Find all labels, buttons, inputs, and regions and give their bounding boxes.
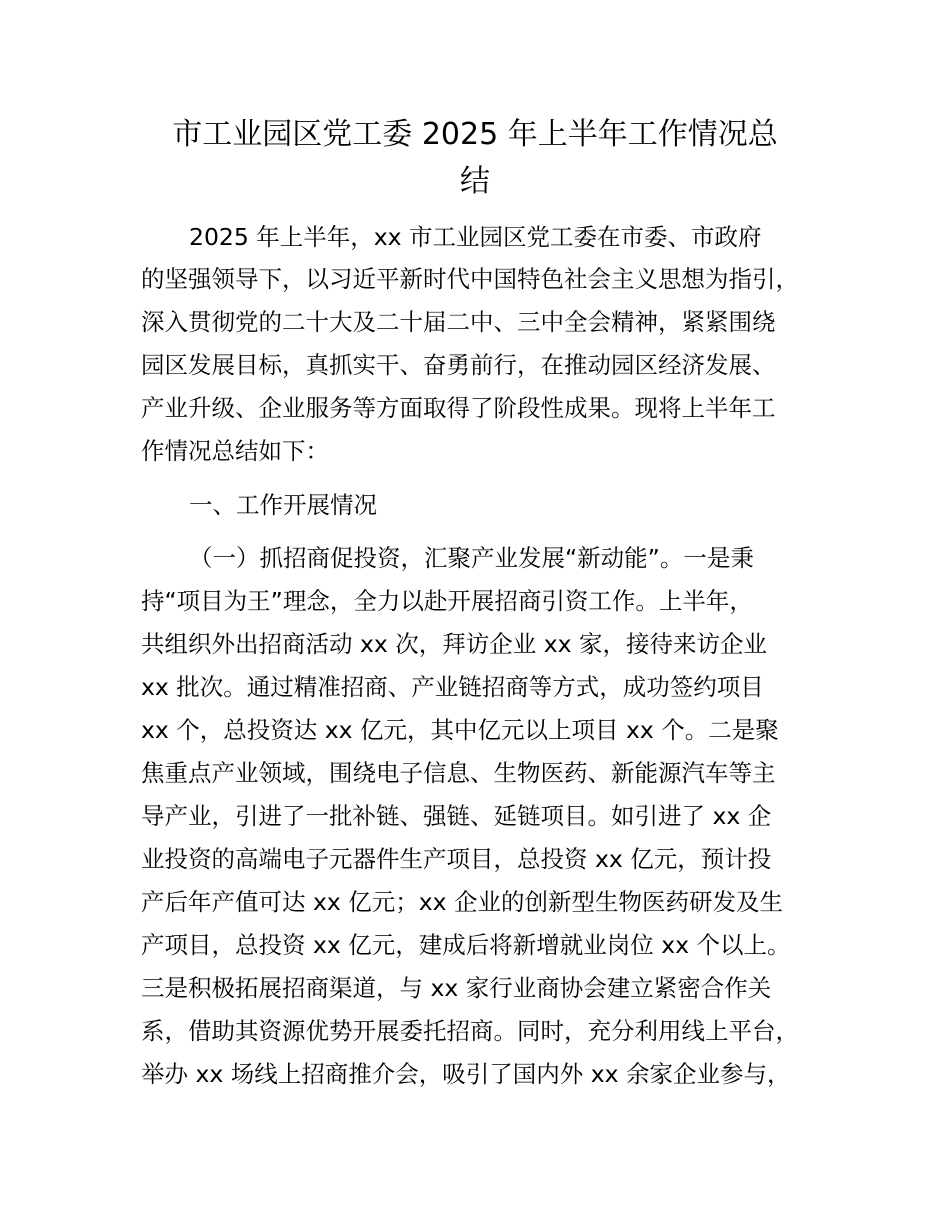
paragraph-2-line-3: 共组织外出招商活动 xx 次，拜访企业 xx 家，接待来访企业 (141, 630, 768, 658)
paragraph-2-line-7: 导产业，引进了一批补链、强链、延链项目。如引进了 xx 企 (141, 802, 772, 830)
paragraph-2-line-12: 系，借助其资源优势开展委托招商。同时，充分利用线上平台， (141, 1017, 799, 1045)
paragraph-1-line-5: 产业升级、企业服务等方面取得了阶段性成果。现将上半年工 (141, 394, 776, 422)
paragraph-2-line-9: 产后年产值可达 xx 亿元；xx 企业的创新型生物医药研发及生 (141, 888, 784, 916)
section-heading-1: 一、工作开展情况 (189, 491, 377, 519)
document-title-line-2: 结 (460, 164, 490, 199)
paragraph-1-line-1: 2025 年上半年，xx 市工业园区党工委在市委、市政府 (189, 223, 762, 251)
paragraph-2-line-2: 持“项目为王”理念，全力以赴开展招商引资工作。上半年， (141, 587, 753, 615)
paragraph-1-line-4: 园区发展目标，真抓实干、奋勇前行，在推动园区经济发展、 (141, 351, 776, 379)
paragraph-1-line-6: 作情况总结如下： (141, 437, 329, 465)
paragraph-2-line-8: 业投资的高端电子元器件生产项目，总投资 xx 亿元，预计投 (141, 845, 772, 873)
paragraph-1-line-2: 的坚强领导下，以习近平新时代中国特色社会主义思想为指引， (141, 265, 799, 293)
paragraph-2-line-10: 产项目，总投资 xx 亿元，建成后将新增就业岗位 xx 个以上。 (141, 931, 791, 959)
paragraph-2-line-4: xx 批次。通过精准招商、产业链招商等方式，成功签约项目 (141, 673, 764, 701)
paragraph-2-line-11: 三是积极拓展招商渠道，与 xx 家行业商协会建立紧密合作关 (141, 974, 772, 1002)
paragraph-2-line-13: 举办 xx 场线上招商推介会，吸引了国内外 xx 余家企业参与， (141, 1060, 791, 1088)
document-title-line-1: 市工业园区党工委 2025 年上半年工作情况总 (172, 117, 778, 152)
paragraph-2-line-6: 焦重点产业领域，围绕电子信息、生物医药、新能源汽车等主 (141, 759, 776, 787)
paragraph-2-line-1: （一）抓招商促投资，汇聚产业发展“新动能”。一是秉 (189, 544, 754, 572)
paragraph-2-line-5: xx 个，总投资达 xx 亿元，其中亿元以上项目 xx 个。二是聚 (141, 716, 779, 744)
paragraph-1-line-3: 深入贯彻党的二十大及二十届二中、三中全会精神，紧紧围绕 (141, 308, 776, 336)
